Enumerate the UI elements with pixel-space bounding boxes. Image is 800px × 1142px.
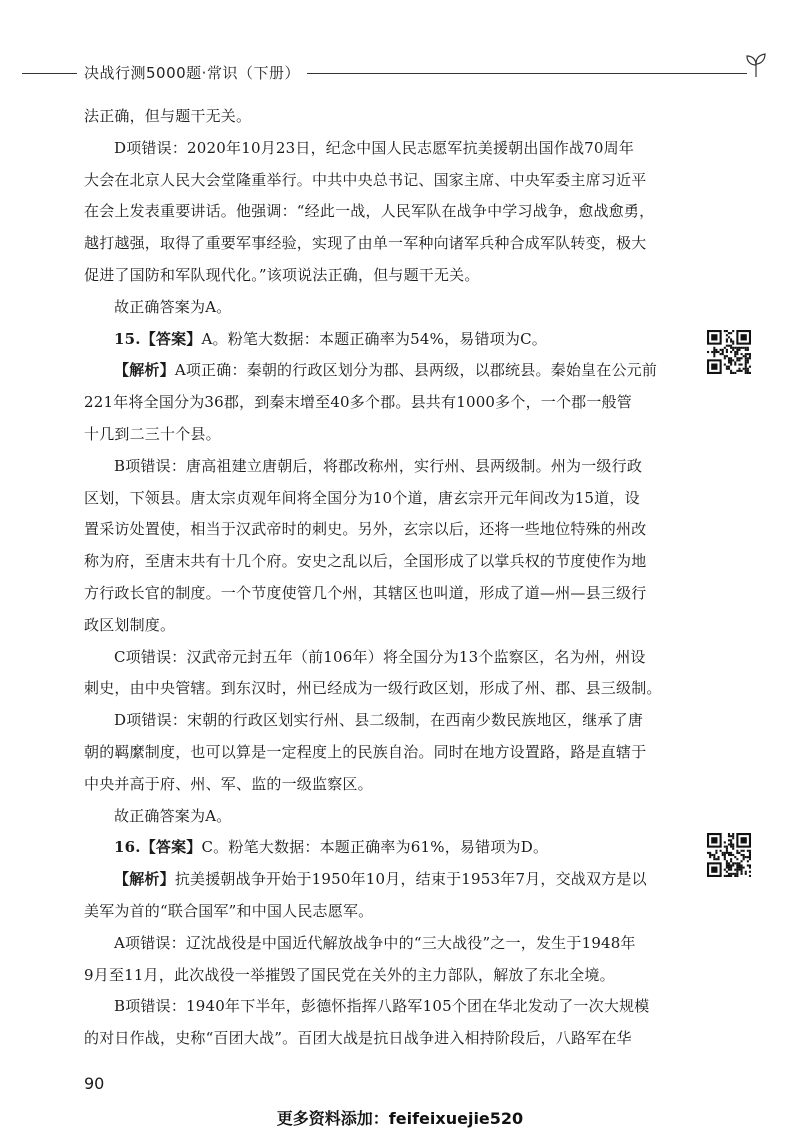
header-rule-left	[22, 73, 77, 74]
text-line	[84, 546, 684, 578]
line-text: 故正确答案为A。	[114, 297, 232, 316]
text-line	[84, 864, 684, 896]
text-line	[84, 196, 684, 228]
text-line	[84, 165, 684, 197]
text-line	[84, 769, 684, 801]
text-line	[84, 737, 684, 769]
line-text: D项错误：宋朝的行政区划实行州、县二级制，在西南少数民族地区，继承了唐	[114, 711, 644, 730]
line-text: A项错误：辽沈战役是中国近代解放战争中的“三大战役”之一，发生于1948年	[114, 933, 636, 952]
text-line	[84, 578, 684, 610]
line-text: 刺史，由中央管辖。到东汉时，州已经成为一级行政区划，形成了州、郡、县三级制。	[84, 679, 662, 698]
line-text: 十几到二三十个县。	[84, 424, 221, 443]
line-text: 法正确，但与题干无关。	[84, 107, 252, 125]
line-text: 的对日作战，史称“百团大战”。百团大战是抗日战争进入相持阶段后，八路军在华	[84, 1029, 632, 1048]
line-text: B项错误：1940年下半年，彭德怀指挥八路军105个团在华北发动了一次大规模	[114, 997, 650, 1016]
line-text: 抗美援朝战争开始于1950年10月，结束于1953年7月，交战双方是以	[174, 870, 647, 889]
line-text: C。粉笔大数据：本题正确率为61%，易错项为D。	[201, 838, 549, 857]
line-text: 故正确答案为A。	[114, 806, 232, 825]
line-text: 越打越强，取得了重要军事经验，实现了由单一军种向诸军兵种合成军队转变，极大	[84, 234, 647, 253]
line-text: 221年将全国分为36郡，到秦末增至40多个郡。县共有1000多个，一个郡一般管	[84, 393, 632, 412]
text-line	[84, 832, 684, 864]
text-line	[84, 355, 684, 387]
text-line	[84, 610, 684, 642]
qr-code-icon[interactable]	[707, 833, 751, 877]
running-header-title: 决战行测5000题·常识（下册）	[84, 64, 300, 82]
qr-code-icon[interactable]	[707, 330, 751, 374]
label-tag: 【解析】	[114, 361, 175, 380]
footer-note: 更多资料添加：feifeixuejie520	[276, 1109, 524, 1128]
text-line	[84, 705, 684, 737]
text-line	[84, 1023, 684, 1055]
line-text: B项错误：唐高祖建立唐朝后，将郡改称州，实行州、县两级制。州为一级行政	[114, 456, 643, 475]
label-tag: 【解析】	[114, 870, 175, 889]
text-line	[84, 642, 684, 674]
text-line	[84, 960, 684, 992]
text-line	[84, 419, 684, 451]
line-text: D项错误：2020年10月23日，纪念中国人民志愿军抗美援朝出国作战70周年	[114, 138, 635, 157]
text-line	[84, 801, 684, 833]
line-text: 促进了国防和军队现代化。”该项说法正确，但与题干无关。	[84, 265, 480, 284]
line-text: 在会上发表重要讲话。他强调：“经此一战，人民军队在战争中学习战争，愈战愈勇，	[84, 202, 655, 221]
text-line	[84, 260, 684, 292]
line-text: A项正确：秦朝的行政区划分为郡、县两级，以郡统县。秦始皇在公元前	[174, 361, 658, 380]
text-line	[84, 483, 684, 515]
text-line	[84, 101, 684, 133]
text-line	[84, 133, 684, 165]
text-line	[84, 896, 684, 928]
text-line	[84, 991, 684, 1023]
text-line	[84, 324, 684, 356]
line-text: A。粉笔大数据：本题正确率为54%，易错项为C。	[201, 329, 547, 348]
label-tag: 15.【答案】	[114, 329, 202, 348]
line-text: C项错误：汉武帝元封五年（前106年）将全国分为13个监察区，名为州，州设	[114, 647, 646, 666]
text-line	[84, 928, 684, 960]
line-text: 朝的羁縻制度，也可以算是一定程度上的民族自治。同时在地方设置路，路是直辖于	[84, 742, 647, 761]
line-text: 9月至11月，此次战役一举摧毁了国民党在关外的主力部队，解放了东北全境。	[84, 965, 615, 984]
page-number: 90	[84, 1074, 105, 1093]
line-text: 美军为首的“联合国军”和中国人民志愿军。	[84, 901, 374, 920]
text-line	[84, 228, 684, 260]
sprout-icon	[744, 52, 768, 78]
line-text: 中央并高于府、州、军、监的一级监察区。	[84, 774, 373, 793]
header-rule-right	[307, 73, 747, 74]
text-line	[84, 292, 684, 324]
text-line	[84, 514, 684, 546]
line-text: 置采访处置使，相当于汉武帝时的刺史。另外，玄宗以后，还将一些地位特殊的州改	[84, 520, 647, 539]
label-tag: 16.【答案】	[114, 838, 202, 857]
text-line	[84, 387, 684, 419]
line-text: 政区划制度。	[84, 615, 176, 634]
line-text: 方行政长官的制度。一个节度使管几个州，其辖区也叫道，形成了道—州—县三级行	[84, 583, 647, 602]
line-text: 称为府，至唐末共有十几个府。安史之乱以后，全国形成了以掌兵权的节度使作为地	[84, 552, 647, 571]
body-text	[84, 101, 684, 1055]
running-header	[22, 58, 762, 88]
text-line	[84, 673, 684, 705]
line-text: 区划，下领县。唐太宗贞观年间将全国分为10个道，唐玄宗开元年间改为15道，设	[84, 488, 640, 507]
line-text: 大会在北京人民大会堂隆重举行。中共中央总书记、国家主席、中央军委主席习近平	[84, 170, 647, 189]
text-line	[84, 451, 684, 483]
